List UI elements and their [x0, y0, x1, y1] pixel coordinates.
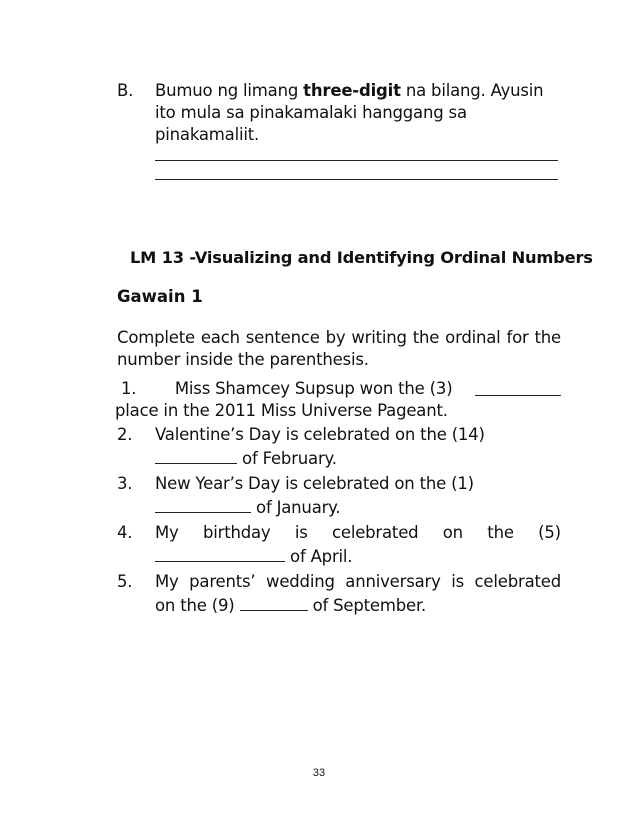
item-3-line1: New Year’s Day is celebrated on the (1): [155, 474, 474, 493]
item-3-line2: of January.: [256, 498, 341, 517]
item-5-word: parents’: [189, 572, 256, 591]
item-3-blank[interactable]: [155, 495, 251, 513]
instructions: Complete each sentence by writing the ordinal for the number inside the parenthesis.: [117, 328, 561, 369]
answer-line-2[interactable]: [155, 179, 558, 180]
item-2-line2: of February.: [242, 449, 337, 468]
item-3-number: 3.: [117, 474, 133, 493]
item-5-word: is: [451, 572, 464, 591]
item-5-blank[interactable]: [240, 593, 308, 611]
answer-line-1[interactable]: [155, 160, 558, 161]
item-5-word: My: [155, 572, 179, 591]
item-2-line1: Valentine’s Day is celebrated on the (14): [155, 425, 485, 444]
item-5-number: 5.: [117, 572, 133, 591]
section-b-label: B.: [117, 81, 134, 100]
item-1-number: 1.: [121, 379, 137, 398]
section-b-bold: three-digit: [303, 81, 401, 100]
item-4-word: (5): [538, 523, 561, 542]
item-4-word: celebrated: [332, 523, 419, 542]
item-2-blank[interactable]: [155, 446, 237, 464]
section-b-text-before: Bumuo ng limang: [155, 81, 304, 100]
section-b-text: [155, 80, 555, 146]
item-5-line2-after: of September.: [312, 596, 427, 615]
item-4-blank[interactable]: [155, 544, 285, 562]
item-4-word: on: [442, 523, 463, 542]
item-5-word: celebrated: [474, 572, 561, 591]
page-number: 33: [312, 767, 326, 779]
item-5-line2-before: on the (9): [155, 596, 235, 615]
item-5-word: wedding: [266, 572, 335, 591]
activity-title: Gawain 1: [117, 287, 203, 306]
item-4-line2: of April.: [290, 547, 353, 566]
lesson-heading: LM 13 -Visualizing and Identifying Ordinal Numbers: [130, 248, 593, 267]
item-4-word: is: [294, 523, 308, 542]
item-4-number: 4.: [117, 523, 133, 542]
item-2-number: 2.: [117, 425, 133, 444]
item-1-blank[interactable]: [475, 378, 561, 396]
item-4-word: birthday: [202, 523, 271, 542]
item-4-word: My: [155, 523, 179, 542]
item-5-word: anniversary: [345, 572, 441, 591]
item-1-text: Miss Shamcey Supsup won the (3): [174, 379, 453, 398]
item-4-word: the: [487, 523, 514, 542]
item-1-line2: place in the 2011 Miss Universe Pageant.: [115, 401, 448, 420]
exercise-item-1: [115, 378, 561, 422]
section-b-text-after: na bilang. Ayusin ito mula sa pinakamalaki hanggang sa pinakamaliit.: [155, 81, 544, 144]
